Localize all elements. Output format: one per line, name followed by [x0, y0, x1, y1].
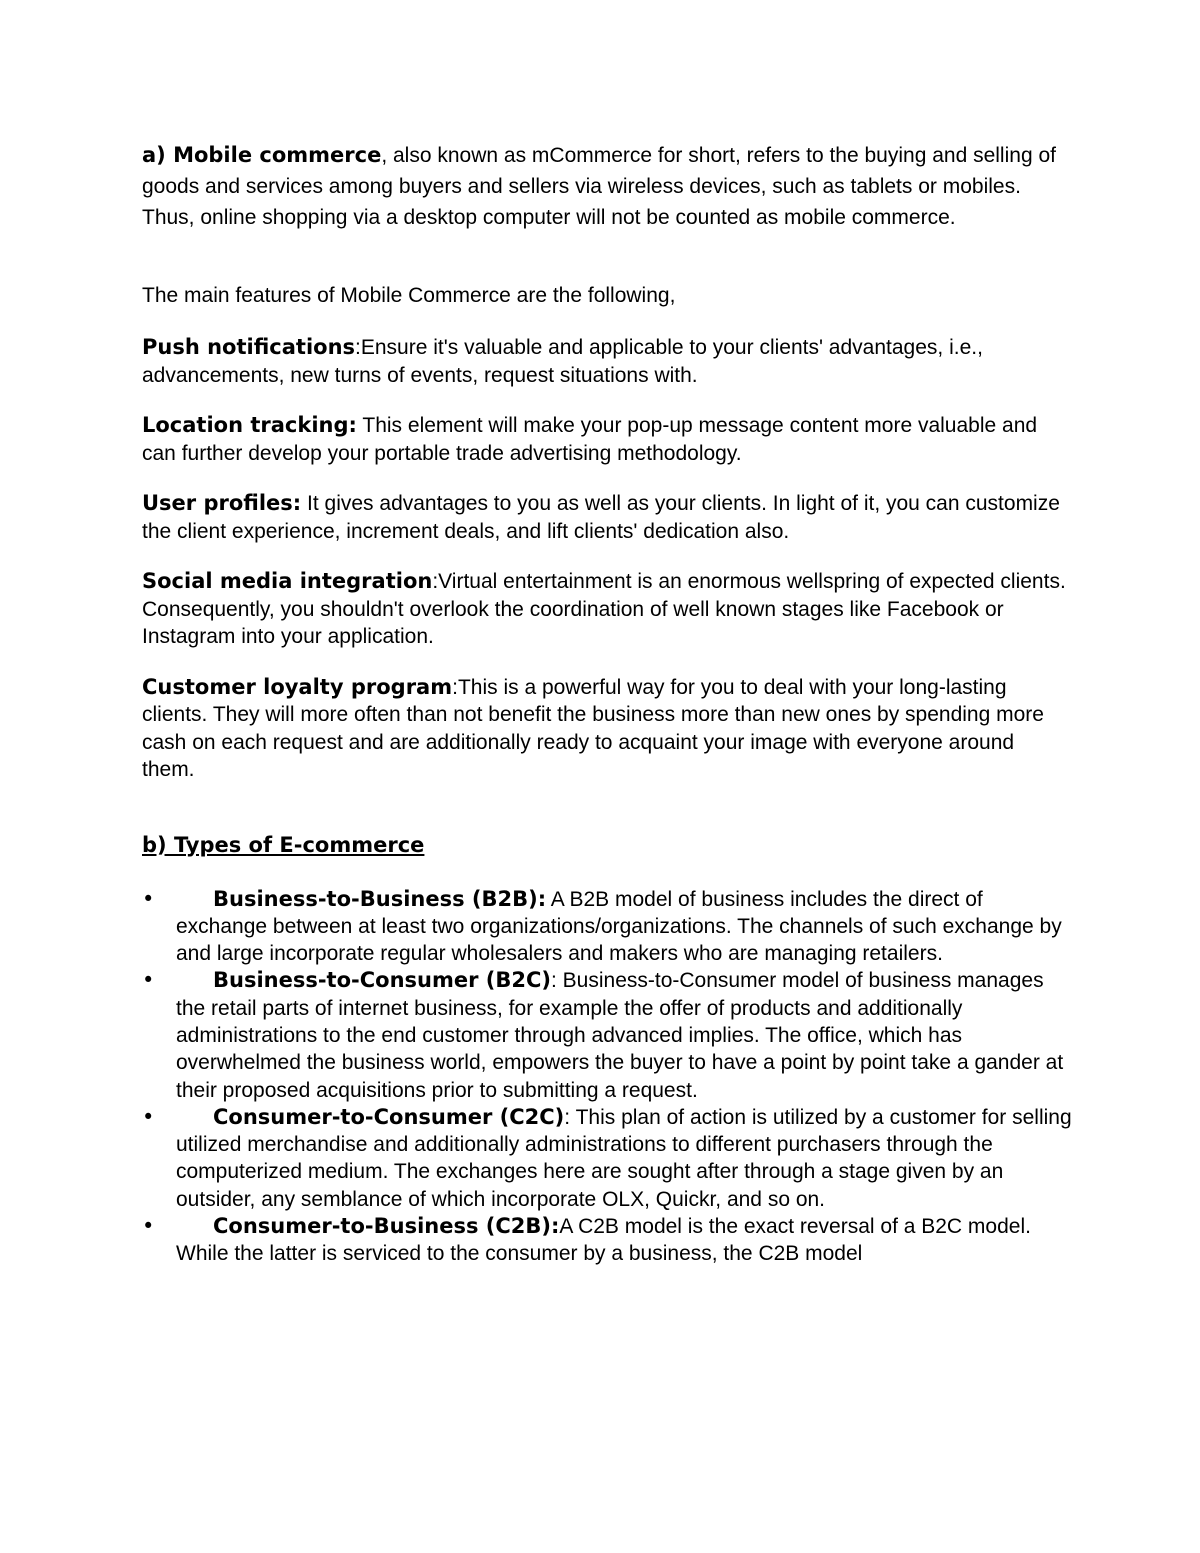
feature-text: This element will make your pop-up message content more valuable and can further develop your portable trade advertising methodology.: [142, 414, 1038, 465]
type-term: Consumer-to-Business (C2B):: [213, 1214, 560, 1239]
type-text: : This plan of action is utilized by a customer for selling utilized merchandise and additionally administrations to different purchasers through the computerized medium. The exchanges here are sought after through a stage given by an outsider, any semblance of which incorporate OLX, Quickr, and so on.: [176, 1105, 1072, 1211]
feature-text: It gives advantages to you as well as your clients. In light of it, you can customize the client experience, increment deals, and lift clients' dedication also.: [142, 492, 1060, 543]
type-term: Consumer-to-Consumer (C2C): [213, 1104, 565, 1129]
bullet-icon: •: [142, 1104, 155, 1129]
feature-user-profiles: [142, 490, 1072, 545]
list-item-b2c: [142, 967, 1072, 1103]
type-term: Business-to-Consumer (B2C): [213, 968, 551, 993]
section-a-intro-text: , also known as mCommerce for short, refers to the buying and selling of goods and services among buyers and sellers via wireless devices, such as tablets or mobiles. Thus, online shopping via a desktop computer will not be counted as mobile commerce.: [142, 144, 1056, 229]
type-term: Business-to-Business (B2B):: [213, 886, 547, 911]
feature-text: :This is a powerful way for you to deal with your long-lasting clients. They will more often than not benefit the business more than new ones by spending more cash on each request and are additionally ready to acquaint your image with everyone around them.: [142, 675, 1044, 781]
bullet-icon: •: [142, 968, 155, 993]
ecommerce-types-list: [142, 886, 1072, 1268]
mobile-commerce-intro: [142, 140, 1072, 233]
feature-customer-loyalty-program: [142, 674, 1072, 784]
features-lead: The main features of Mobile Commerce are the following,: [142, 284, 676, 307]
feature-social-media-integration: [142, 568, 1072, 651]
feature-term: Push notifications: [142, 335, 356, 359]
feature-term: Social media integration: [142, 569, 433, 593]
type-text: A B2B model of business includes the direct of exchange between at least two organizations/organizations. The channels of such exchange by and large incorporate regular wholesalers and makers who are managing retailers.: [176, 887, 1062, 966]
feature-text: :Ensure it's valuable and applicable to your clients' advantages, i.e., advancements, new turns of events, request situations with.: [142, 336, 983, 387]
bullet-icon: •: [142, 886, 155, 911]
document-page: [142, 140, 1072, 1268]
type-text: : Business-to-Consumer model of business manages the retail parts of internet business, for example the offer of products and additionally administrations to the end customer through advanced implies. The office, which has overwhelmed the business world, empowers the buyer to have a point by point take a gander at their proposed acquisitions prior to submitting a request.: [176, 969, 1064, 1102]
list-item-c2b: [142, 1213, 1072, 1268]
feature-location-tracking: [142, 412, 1072, 467]
list-item-b2b: [142, 886, 1072, 968]
bullet-icon: •: [142, 1214, 155, 1239]
feature-push-notifications: [142, 334, 1072, 389]
section-b-title: b) Types of E-commerce: [142, 832, 425, 857]
feature-term: Location tracking:: [142, 413, 357, 437]
type-text: A C2B model is the exact reversal of a B2C model. While the latter is serviced to the consumer by a business, the C2B model: [176, 1215, 1031, 1266]
feature-term: Customer loyalty program: [142, 674, 453, 699]
feature-text: :Virtual entertainment is an enormous wellspring of expected clients. Consequently, you shouldn't overlook the coordination of well known stages like Facebook or Instagram into your application.: [142, 570, 1066, 648]
feature-term: User profiles:: [142, 491, 302, 515]
section-a-title: a) Mobile commerce: [142, 143, 382, 167]
list-item-c2c: [142, 1104, 1072, 1213]
